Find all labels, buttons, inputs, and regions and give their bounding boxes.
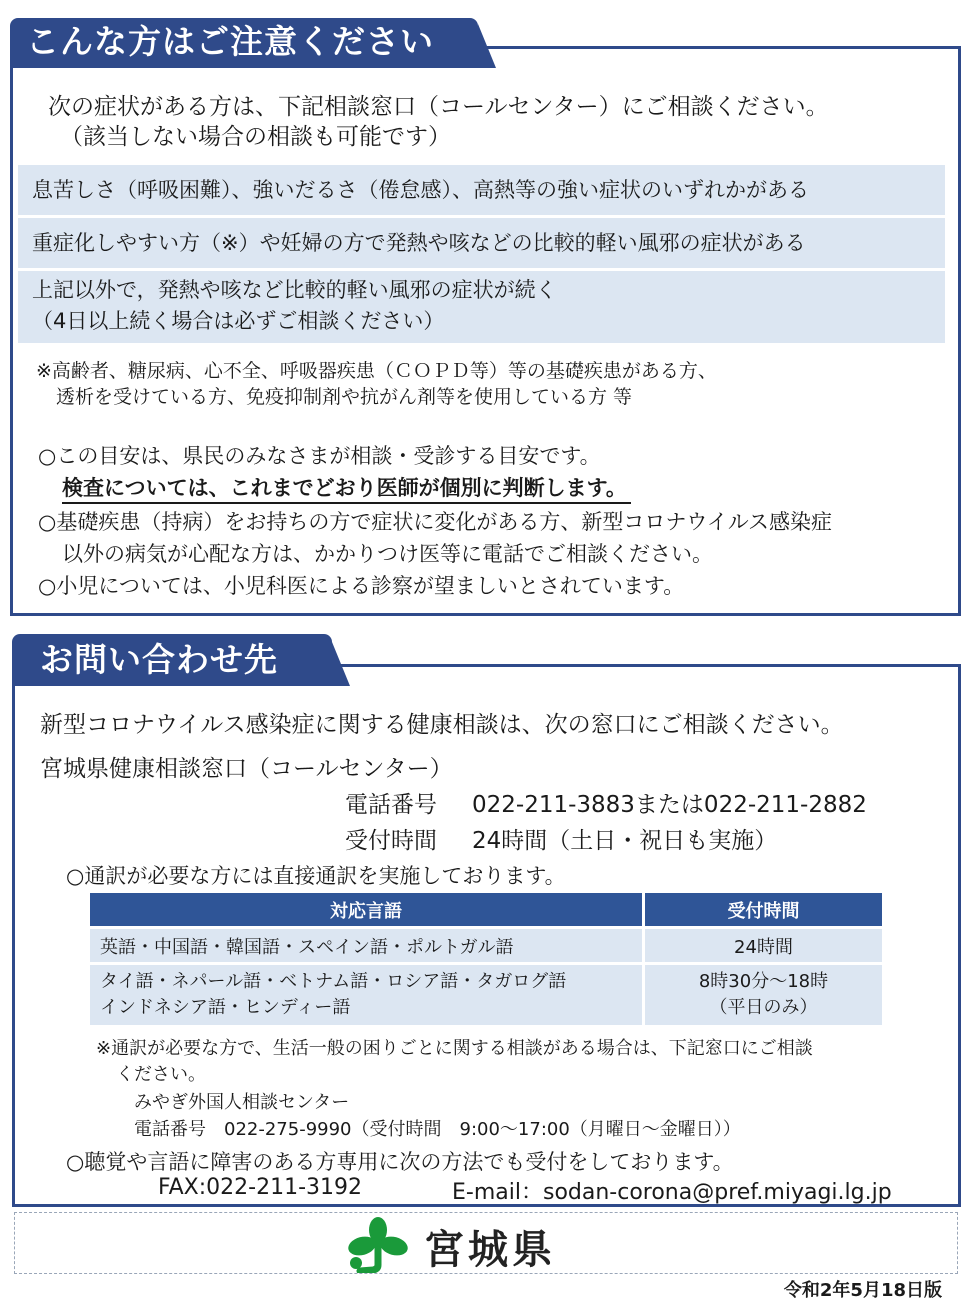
interpret-note: ○通訳が必要な方には直接通訳を実施しております。 [66, 864, 566, 888]
caution-heading-tab [10, 18, 478, 68]
bullet1-line1: ○この目安は、県民のみなさまが相談・受診する目安です。 [38, 444, 601, 468]
table-header-language: 対応言語 [90, 893, 642, 926]
table-cell-hours [645, 929, 882, 962]
hours-text: 24時間 [734, 936, 793, 958]
symptom-text-sub: （4日以上続く場合は必ずご相談ください） [32, 309, 445, 333]
symptom-row [18, 165, 945, 215]
phone-label: 電話番号 [345, 792, 437, 818]
caution-intro-line2: （該当しない場合の相談も可能です） [60, 124, 451, 150]
foreign-note-line2: ください。 [116, 1064, 206, 1085]
hours-text: 8時30分～18時 [698, 971, 829, 992]
hours-value: 24時間（土日・祝日も実施） [472, 828, 778, 854]
table-header-hours: 受付時間 [645, 893, 882, 926]
table-header-row [90, 893, 882, 926]
symptom-row [18, 271, 945, 343]
symptom-text: 上記以外で，発熱や咳など比較的軽い風邪の症状が続く [32, 278, 557, 302]
interpret-table [87, 890, 885, 1028]
contact-heading: お問い合わせ先 [40, 640, 278, 679]
center-name: 宮城県健康相談窓口（コールセンター） [40, 756, 453, 782]
bullet2-line2: 以外の病気が心配な方は、かかりつけ医等に電話でご相談ください。 [62, 542, 713, 566]
language-list: 英語・中国語・韓国語・スペイン語・ポルトガル語 [100, 936, 514, 958]
table-row [90, 929, 882, 962]
table-row [90, 965, 882, 1025]
hours-label: 受付時間 [345, 828, 437, 854]
miyagi-emblem-icon [340, 1215, 416, 1273]
contact-intro: 新型コロナウイルス感染症に関する健康相談は、次の窓口にご相談ください。 [40, 712, 844, 738]
table-cell-languages [90, 929, 642, 962]
language-list: タイ語・ネパール語・ベトナム語・ロシア語・タガログ語 [100, 971, 567, 992]
bullet3: ○小児については、小児科医による診察が望ましいとされています。 [38, 574, 685, 598]
fax-number: FAX:022-211-3192 [158, 1175, 363, 1200]
hours-subtext: （平日のみ） [709, 997, 818, 1018]
bullet1-line2: 検査については、これまでどおり医師が個別に判断します。 [62, 472, 631, 504]
version-date: 令和2年5月18日版 [783, 1280, 942, 1301]
phone-value: 022-211-3883または022-211-2882 [472, 792, 867, 818]
caution-intro-line1: 次の症状がある方は、下記相談窓口（コールセンター）にご相談ください。 [48, 94, 829, 120]
language-list-cont: インドネシア語・ヒンディー語 [100, 997, 351, 1018]
symptom-row [18, 218, 945, 268]
symptom-text: 重症化しやすい方（※）や妊婦の方で発熱や咳などの比較的軽い風邪の症状がある [32, 231, 806, 255]
note-line2: 透析を受けている方、免疫抑制剤や抗がん剤等を使用している方 等 [56, 386, 633, 408]
foreign-note-line1: ※通訳が必要な方で、生活一般の困りごとに関する相談がある場合は、下記窓口にご相談 [96, 1038, 813, 1059]
org-name: 宮城県 [424, 1227, 556, 1273]
email-address[interactable]: E-mail：sodan-corona@pref.miyagi.lg.jp [452, 1180, 892, 1205]
table-cell-languages [90, 965, 642, 1025]
bullet2-line1: ○基礎疾患（持病）をお持ちの方で症状に変化がある方、新型コロナウイルス感染症 [38, 510, 833, 534]
hearing-note: ○聴覚や言語に障害のある方専用に次の方法でも受付をしております。 [66, 1150, 734, 1174]
foreign-center-phone: 電話番号 022-275-9990（受付時間 9:00～17:00（月曜日～金曜日）） [134, 1119, 741, 1140]
table-cell-hours [645, 965, 882, 1025]
foreign-center-name: みやぎ外国人相談センター [134, 1092, 350, 1113]
symptom-text: 息苦しさ（呼吸困難）、強いだるさ（倦怠感）、高熱等の強い症状のいずれかがある [32, 178, 809, 202]
contact-heading-tab [12, 634, 332, 686]
note-line1: ※高齢者、糖尿病、心不全、呼吸器疾患（ＣＯＰＤ等）等の基礎疾患がある方、 [36, 360, 717, 382]
caution-heading: こんな方はご注意ください [26, 22, 434, 61]
